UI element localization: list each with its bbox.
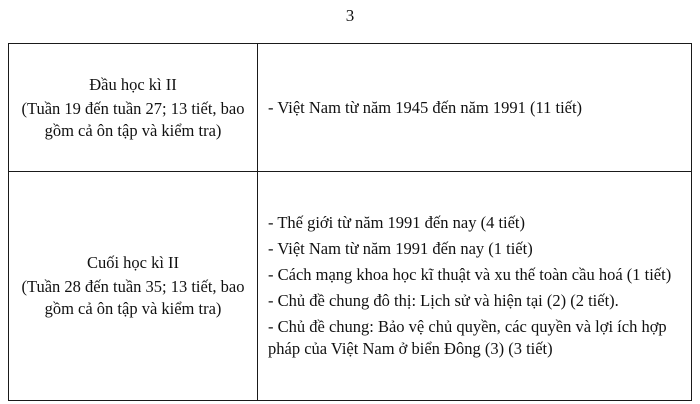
table-row — [9, 172, 692, 401]
list-item: - Việt Nam từ năm 1945 đến năm 1991 (11 tiết) — [268, 97, 583, 117]
period-note: (Tuần 28 đến tuần 35; 13 tiết, bao gồm cả ôn tập và kiểm tra) — [21, 277, 245, 318]
list-item: - Chủ đề chung đô thị: Lịch sử và hiện tại (2) (2 tiết). — [268, 291, 619, 310]
period-cell — [9, 172, 258, 401]
content-list — [268, 97, 681, 119]
list-item: - Cách mạng khoa học kĩ thuật và xu thế toàn cầu hoá (1 tiết) — [268, 265, 672, 284]
table-row — [9, 44, 692, 172]
list-item: - Việt Nam từ năm 1991 đến nay (1 tiết) — [268, 239, 533, 258]
period-note: (Tuần 19 đến tuần 27; 13 tiết, bao gồm cả ôn tập và kiểm tra) — [21, 98, 245, 140]
curriculum-table — [8, 43, 692, 401]
content-cell — [258, 44, 692, 172]
list-item: - Thế giới từ năm 1991 đến nay (4 tiết) — [268, 213, 526, 232]
page-number: 3 — [345, 6, 355, 25]
period-title: Cuối học kì II — [86, 253, 180, 272]
content-list — [268, 212, 681, 360]
list-item: - Chủ đề chung: Bảo vệ chủ quyền, các quyền và lợi ích hợp pháp của Việt Nam ở biển Đông (3) (3 tiết) — [268, 317, 667, 358]
content-cell — [258, 172, 692, 401]
period-title: Đầu học kì II — [89, 74, 177, 94]
period-cell — [9, 44, 258, 172]
